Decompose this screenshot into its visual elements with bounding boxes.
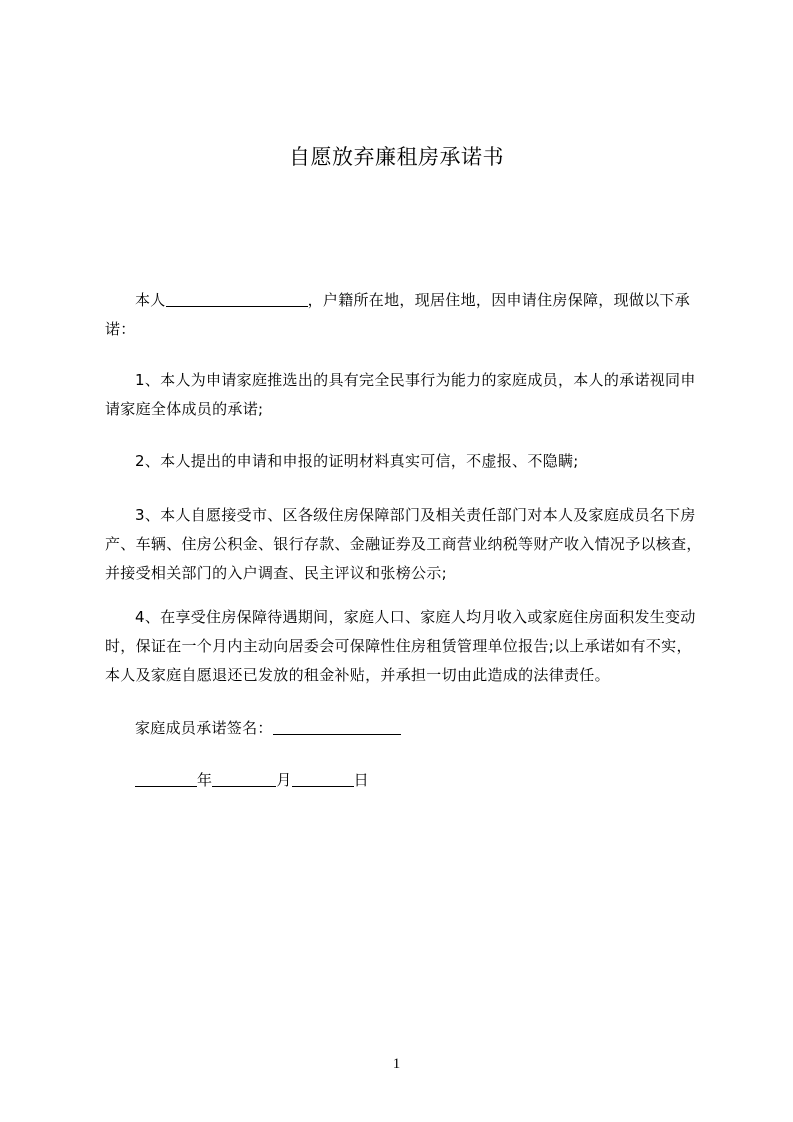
commitment-item-3: 3、本人自愿接受市、区各级住房保障部门及相关责任部门对本人及家庭成员名下房产、车辆、住房公积金、银行存款、金融证券及工商营业纳税等财产收入情况予以核查，并接受相关部门的入户调查、民主评议和张榜公示;	[105, 506, 702, 582]
signature-label: 家庭成员承诺签名：	[135, 719, 273, 737]
intro-text: ，户籍所在地，现居住地，因申请住房保障，现做以下承诺：	[105, 291, 691, 338]
day-label: 日	[353, 771, 369, 789]
month-label: 月	[276, 771, 292, 789]
name-blank	[166, 290, 294, 307]
day-blank	[292, 770, 354, 787]
date-line	[105, 766, 705, 795]
signature-line	[105, 714, 705, 743]
year-blank	[135, 770, 197, 787]
document-title: 自愿放弃廉租房承诺书	[289, 145, 504, 169]
month-blank	[212, 770, 276, 787]
commitment-item-4: 4、在享受住房保障待遇期间，家庭人口、家庭人均月收入或家庭住房面积发生变动时，保证在一个月内主动向居委会可保障性住房租赁管理单位报告;以上承诺如有不实，本人及家庭自愿退还已发放的租金补贴，并承担一切由此造成的法律责任。	[105, 608, 696, 684]
name-blank-tail	[294, 290, 308, 307]
year-label: 年	[197, 771, 213, 789]
commitment-item-2: 2、本人提出的申请和申报的证明材料真实可信，不虚报、不隐瞒;	[135, 452, 579, 470]
intro-paragraph	[105, 286, 705, 344]
signature-blank	[273, 718, 401, 735]
intro-lead: 本人	[135, 291, 166, 309]
commitment-item-1: 1、本人为申请家庭推选出的具有完全民事行为能力的家庭成员，本人的承诺视同申请家庭全体成员的承诺;	[105, 371, 696, 418]
page-number: 1	[392, 1056, 401, 1072]
